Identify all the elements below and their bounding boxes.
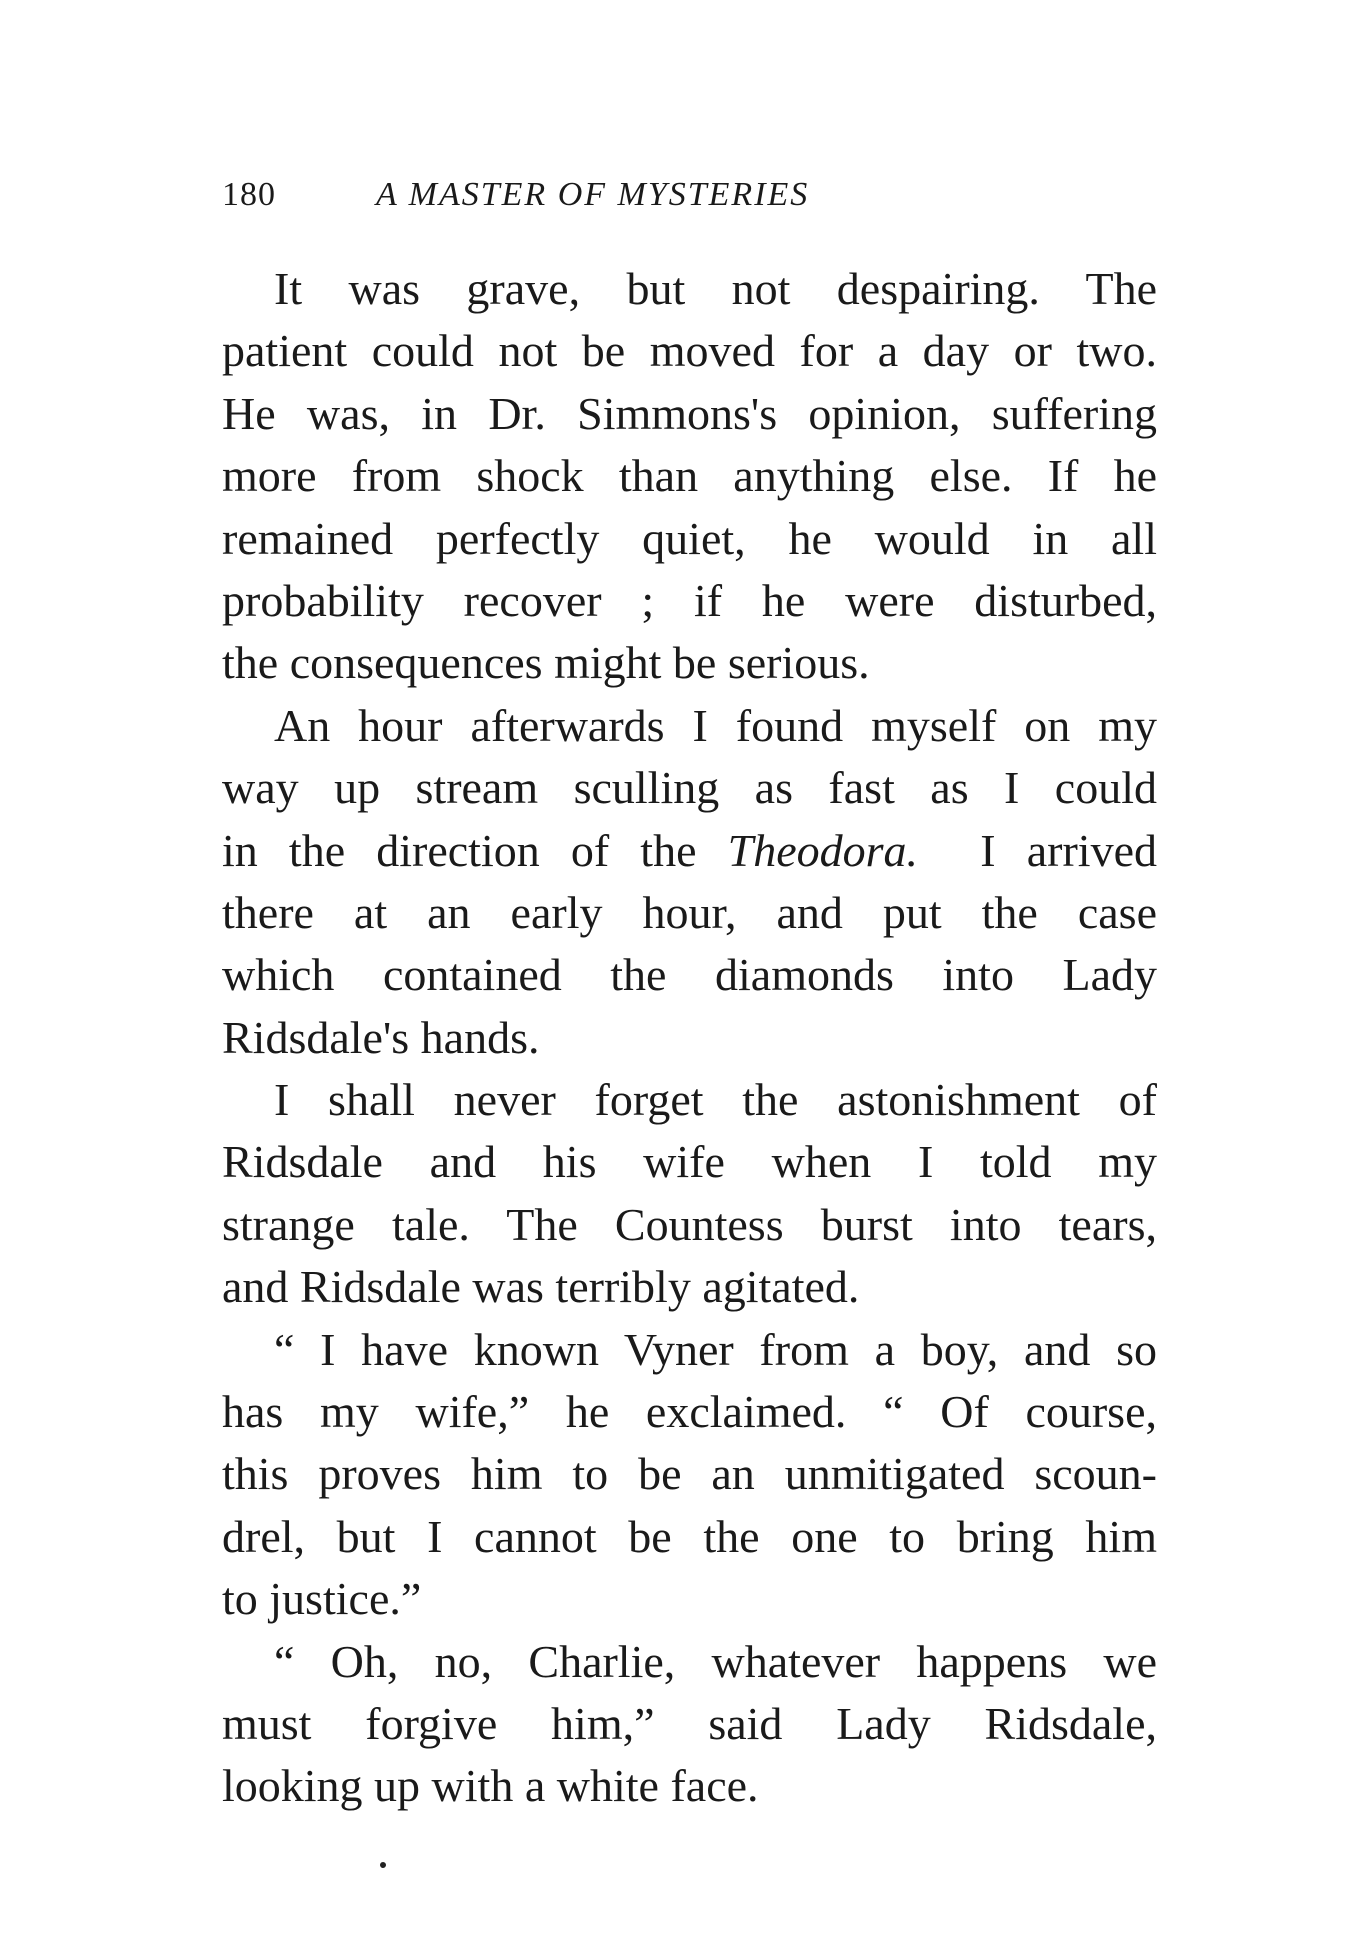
text-line: He was, in Dr. Simmons's opinion, suffering: [222, 387, 1157, 439]
text-line: remained perfectly quiet, he would in all: [222, 512, 1157, 564]
text-line: probability recover ; if he were disturbed,: [222, 574, 1157, 626]
text-line: more from shock than anything else. If he: [222, 450, 1157, 502]
text-line-segment: I arrived: [918, 824, 1157, 876]
text-line: Ridsdale's hands.: [222, 1011, 540, 1063]
text-line: and Ridsdale was terribly agitated.: [222, 1261, 860, 1313]
page-header: [222, 172, 1042, 218]
page-number: 180: [222, 176, 276, 213]
text-line: must forgive him,” said Lady Ridsdale,: [222, 1697, 1157, 1749]
text-line: “ Oh, no, Charlie, whatever happens we: [274, 1635, 1157, 1687]
text-line: looking up with a white face.: [222, 1760, 759, 1812]
text-line: the consequences might be serious.: [222, 637, 870, 689]
text-line: strange tale. The Countess burst into tears,: [222, 1198, 1157, 1250]
text-line: patient could not be moved for a day or two.: [222, 325, 1157, 377]
text-line: drel, but I cannot be the one to bring him: [222, 1510, 1157, 1562]
text-line: Ridsdale and his wife when I told my: [222, 1136, 1157, 1188]
text-line: which contained the diamonds into Lady: [222, 949, 1157, 1001]
ship-name-italic: Theodora.: [727, 824, 919, 876]
running-title: A MASTER OF MYSTERIES: [376, 176, 810, 213]
text-line: this proves him to be an unmitigated scoun-: [222, 1448, 1157, 1500]
text-line: An hour afterwards I found myself on my: [274, 699, 1157, 751]
text-line: [222, 820, 1157, 882]
body-text: [222, 258, 1157, 1818]
text-line: It was grave, but not despairing. The: [274, 263, 1157, 314]
text-line: there at an early hour, and put the case: [222, 886, 1157, 938]
text-line: “ I have known Vyner from a boy, and so: [274, 1323, 1157, 1375]
text-line-segment: in the direction of the: [222, 824, 728, 876]
text-line: has my wife,” he exclaimed. “ Of course,: [222, 1386, 1157, 1438]
text-line: I shall never forget the astonishment of: [274, 1074, 1157, 1126]
printer-mark: [380, 1862, 386, 1868]
text-line: way up stream sculling as fast as I could: [222, 762, 1157, 814]
text-line: to justice.”: [222, 1573, 422, 1625]
